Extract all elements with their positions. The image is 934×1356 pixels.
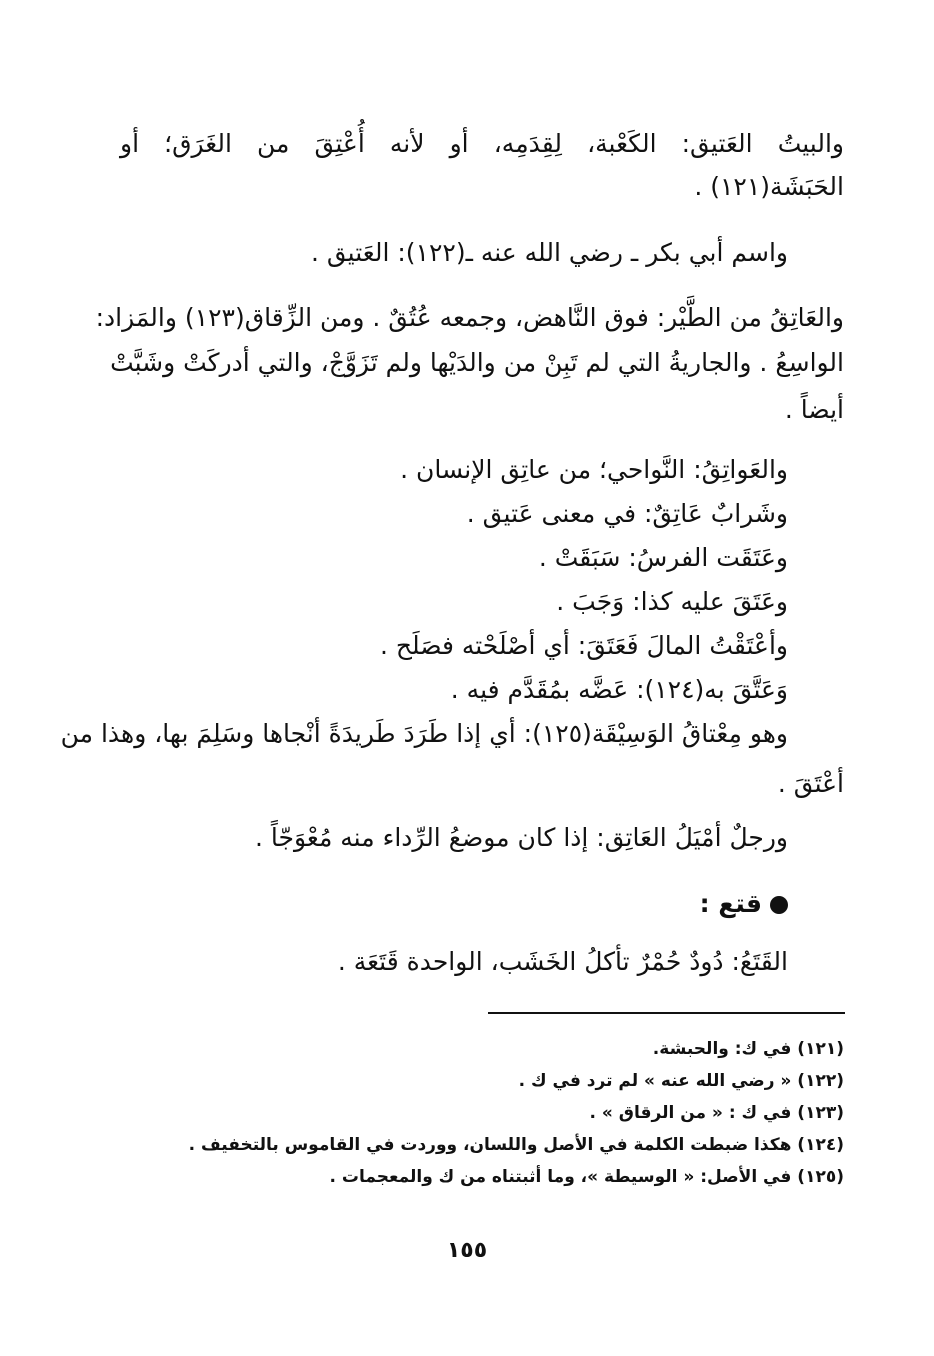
footnote-125: (١٢٥) في الأصل: « الوسيطة »، وما أثبتناه من ك والمعجمات . (329, 1167, 844, 1187)
entry-line: القَتَعُ: دُودٌ حُمْرٌ تأكلُ الخَشَب، الواحدة قَتَعَة . (337, 947, 788, 976)
entry-heading (700, 884, 788, 924)
text-line-5: الواسِعُ . والجاريةُ التي لم تَبِنْ من والدَيْها ولم تَزَوَّجْ، والتي أدركَتْ وشَبَّتْ (110, 348, 844, 377)
text-line-1: والبيتُ العَتيق: الكَعْبة، لِقِدَمِه، أو لأنه أُعْتِقَ من الغَرَق؛ أو (120, 129, 844, 158)
text-line-15: ورجلٌ أمْيَلُ العَاتِق: إذا كان موضعُ الرِّداء منه مُعْوَجّاً . (255, 823, 788, 852)
text-line-12: وَعَتَّقَ به(١٢٤): عَضَّه بمُقَدَّم فيه . (450, 675, 788, 704)
text-line-8: وشَرابٌ عَاتِقٌ: في معنى عَتيق . (466, 499, 788, 528)
text-line-9: وعَتَقَت الفرسُ: سَبَقَتْ . (538, 543, 788, 572)
footnote-124: (١٢٤) هكذا ضبطت الكلمة في الأصل واللسان، ووردت في القاموس بالتخفيف . (188, 1135, 844, 1155)
footnote-123: (١٢٣) في ك : « من الرقاق » . (589, 1103, 844, 1123)
text-line-6: أيضاً . (784, 395, 844, 424)
text-line-4: والعَاتِقُ من الطَّيْر: فوق النَّاهض، وجمعه عُتُقٌ . ومن الزِّقاق(١٢٣) والمَزاد: (95, 303, 844, 332)
text-line-2: الحَبَشَة(١٢١) . (694, 172, 844, 201)
text-line-7: والعَواتِقُ: النَّواحي؛ من عاتِق الإنسان . (400, 455, 788, 484)
footnote-121: (١٢١) في ك: والحبشة. (652, 1039, 844, 1059)
text-line-3: واسم أبي بكر ـ رضي الله عنه ـ(١٢٢): العَتيق . (310, 238, 788, 267)
footnote-122: (١٢٢) « رضي الله عنه » لم ترد في ك . (518, 1071, 844, 1091)
entry-heading-label: قتع : (699, 889, 762, 918)
text-line-14: أعْتَقَ . (777, 769, 844, 798)
text-line-13: وهو مِعْتاقُ الوَسِيْقَة(١٢٥): أي إذا طَرَدَ طَريدَةً أنْجاها وسَلِمَ بها، وهذا من (60, 719, 788, 748)
text-line-11: وأعْتَقْتُ المالَ فَعَتَقَ: أي أصْلَحْته فصَلَح . (379, 631, 788, 660)
footnote-divider (488, 1012, 845, 1014)
bullet-icon (770, 896, 788, 914)
page-number: ١٥٥ (446, 1238, 488, 1263)
text-line-10: وعَتَقَ عليه كذا: وَجَبَ . (556, 587, 788, 616)
